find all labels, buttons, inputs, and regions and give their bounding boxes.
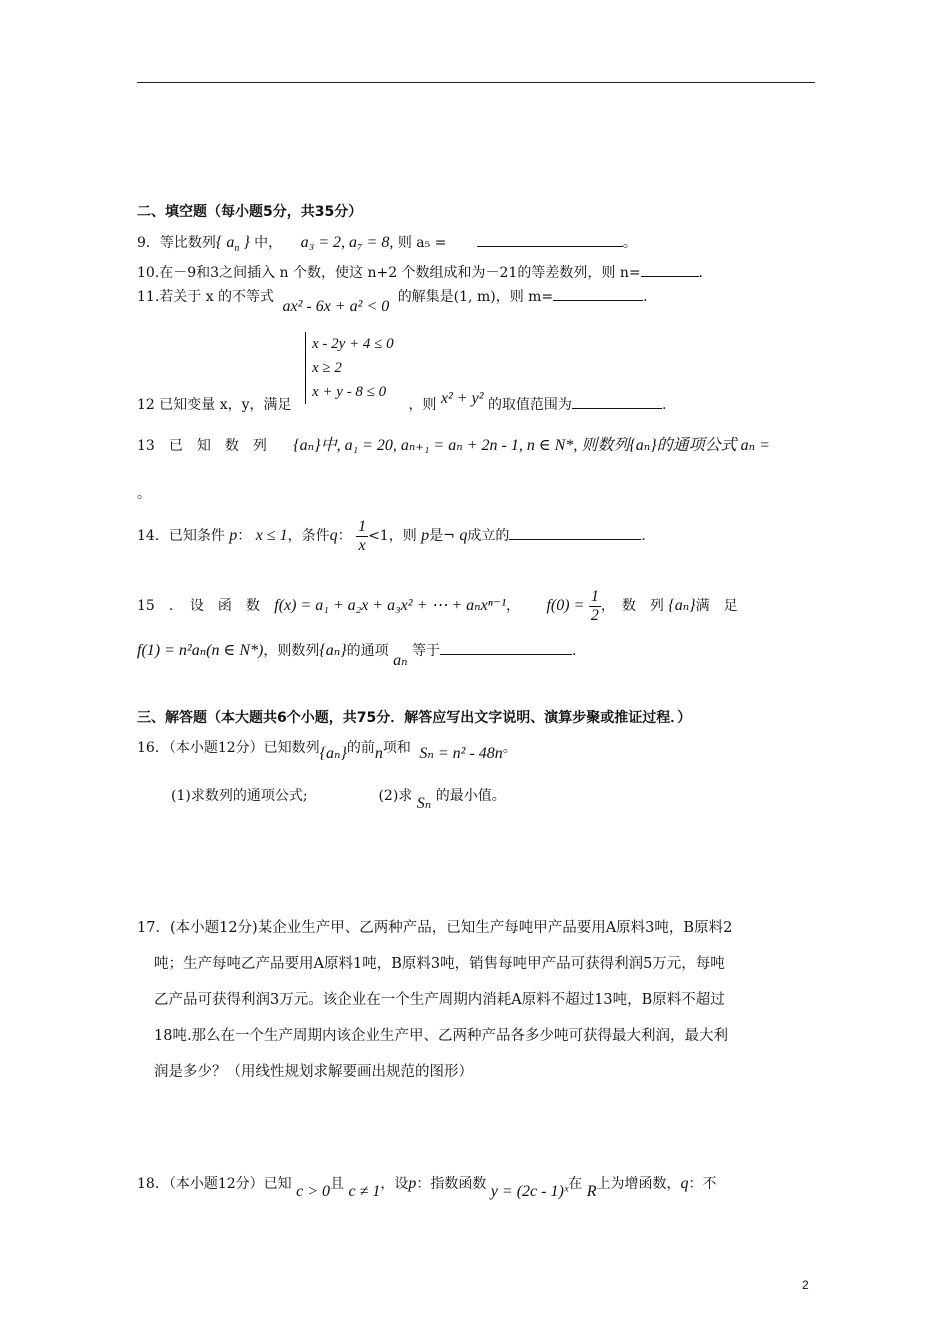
- section-heading-solutions: 三、解答题（本大题共6个小题，共75分．解答应写出文字说明、演算步聚或推证过程．）: [137, 710, 692, 726]
- answer-blank[interactable]: [553, 286, 643, 301]
- question-14: 14．已知条件 p： x ≤ 1，条件q： $\frac{1}{x}$ <1，则 p是¬ q成立的 .: [137, 517, 646, 554]
- fraction-one-half: $\frac{1}{2}$: [590, 587, 599, 624]
- answer-blank[interactable]: [509, 525, 641, 540]
- question-12: 12 已知变量 x，y，满足 ，则 x² + y² 的取值范围为 .: [137, 390, 667, 413]
- question-17-line-4: 18吨.那么在一个生产周期内该企业生产甲、乙两种产品各多少吨可获得最大利润，最大利: [154, 1028, 729, 1044]
- question-18: 18．（本小题12分）已知 c > 0且 c ≠ 1，设p：指数函数 y = (2c - 1)ˣ在 R上为增函数，q：不: [137, 1175, 717, 1200]
- question-13-end: 。: [137, 486, 151, 502]
- section-heading-fill-in: 二、填空题（每小题5分，共35分）: [137, 204, 363, 220]
- question-17-line-5: 润是多少？（用线性规划求解要画出规范的图形）: [154, 1064, 473, 1080]
- answer-blank[interactable]: [440, 640, 572, 655]
- question-10: 10.在－9和3之间插入 n 个数，使这 n+2 个数组成和为－21的等差数列，则 n= .: [137, 262, 703, 283]
- question-16: 16．（本小题12分）已知数列{aₙ}的前n项和 Sₙ = n² - 48n。: [137, 740, 517, 762]
- question-13: 13 已 知 数 列 {aₙ}中, a₁ = 20, aₙ₊₁ = aₙ + 2n - 1, n ∈ N*, 则数列{aₙ}的通项公式 aₙ =: [137, 437, 770, 454]
- question-17-line-3: 乙产品可获得利润3万元。该企业在一个生产周期内消耗A原料不超过13吨，B原料不超过: [154, 992, 725, 1008]
- page-number: 2: [802, 1278, 809, 1292]
- question-11: 11.若关于 x 的不等式 ax² - 6x + a² < 0 的解集是(1, m)，则 m= .: [137, 286, 648, 307]
- answer-blank[interactable]: [641, 262, 699, 277]
- answer-blank[interactable]: [477, 232, 623, 247]
- constraint-system: x - 2y + 4 ≤ 0 x ≥ 2 x + y - 8 ≤ 0: [305, 332, 394, 404]
- question-15-line-2: f(1) = n²aₙ(n ∈ N*)，则数列{aₙ}的通项 aₙ 等于 .: [137, 642, 577, 669]
- question-17-line-1: 17．(本小题12分)某企业生产甲、乙两种产品，已知生产每吨甲产品要用A原料3吨，B原料2: [137, 920, 733, 936]
- question-17-line-2: 吨；生产每吨乙产品要用A原料1吨，B原料3吨，销售每吨甲产品可获得利润5万元，每吨: [154, 956, 725, 972]
- question-9: 9．等比数列{ $a_n$ } 中， a₃ = 2, a₇ = 8, 则 a₅ = 。: [137, 234, 637, 255]
- fraction-one-over-x: $\frac{1}{x}$: [358, 517, 367, 554]
- answer-blank[interactable]: [572, 394, 662, 409]
- question-15: 15 ． 设 函 数 f(x) = a₁ + a₂x + a₃x² + ⋯ + aₙxⁿ⁻¹， f(0) = $\frac{1}{2}$ ， 数 列 {aₙ}满 足: [137, 587, 738, 624]
- question-16-parts: (1)求数列的通项公式; (2)求 Sₙ 的最小值。: [171, 788, 506, 812]
- header-rule: [137, 82, 815, 83]
